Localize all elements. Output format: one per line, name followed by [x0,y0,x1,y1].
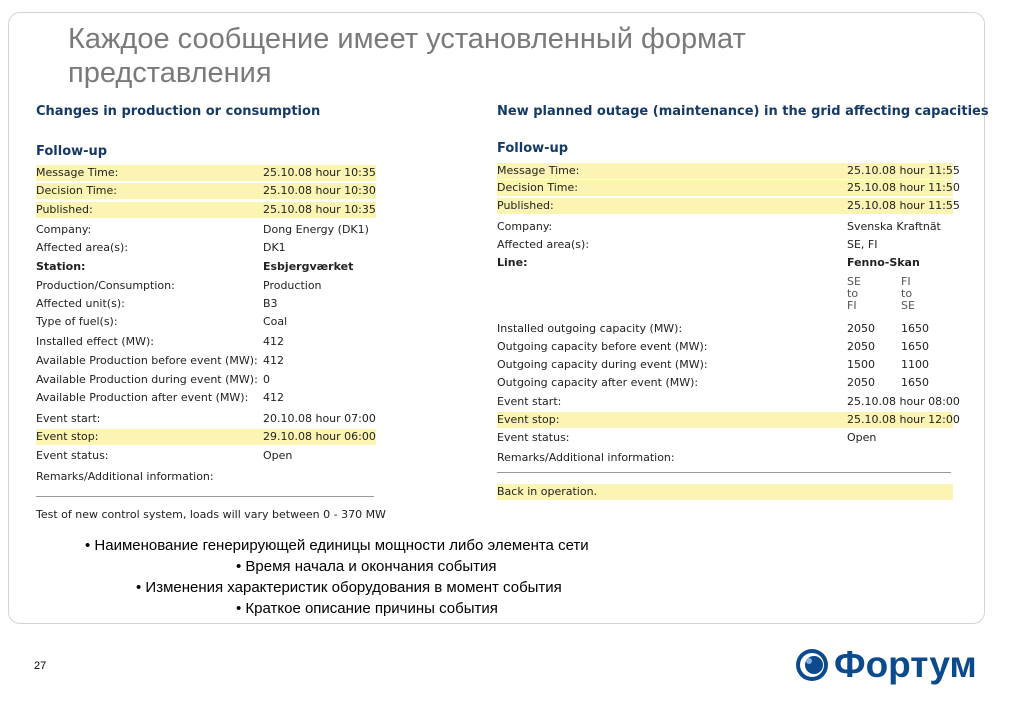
field-value: 1100 [901,358,929,371]
left-field-row [36,372,376,388]
field-label: Installed outgoing capacity (MW): [497,322,683,335]
dir-a-dest: FI [847,299,857,312]
field-label: Message Time: [36,166,119,179]
field-value: 412 [263,354,284,367]
field-label: Event stop: [497,413,560,426]
bullet-item: • Краткое описание причины события [236,600,498,617]
left-field-row [36,411,376,427]
field-value: 25.10.08 hour 10:35 [263,203,376,216]
left-field-row [36,334,376,350]
field-value: 2050 [847,376,875,389]
bullet-item: • Время начала и окончания события [236,558,497,575]
field-label: Installed effect (MW): [36,335,154,348]
field-label: Decision Time: [36,184,117,197]
field-label: Outgoing capacity after event (MW): [497,376,699,389]
field-value: 25.10.08 hour 08:00 [847,395,960,408]
field-label: Available Production during event (MW): [36,373,258,386]
field-value: 20.10.08 hour 07:00 [263,412,376,425]
capacity-row [497,321,953,337]
field-label: Available Production before event (MW): [36,354,258,367]
right-field-row [497,180,960,196]
field-value: 1500 [847,358,875,371]
field-value: Dong Energy (DK1) [263,223,369,236]
dir-b-dest: SE [901,299,915,312]
left-field-row [36,278,376,294]
field-label: Affected unit(s): [36,297,125,310]
field-label: Event start: [36,412,101,425]
capacity-row [497,375,953,391]
field-value: 29.10.08 hour 06:00 [263,430,376,443]
field-value: Esbjergværket [263,260,354,273]
field-value: DK1 [263,241,286,254]
left-remark-text: Test of new control system, loads will vary between 0 - 370 MW [36,508,386,521]
field-label: Published: [497,199,554,212]
field-label: Company: [36,223,92,236]
field-value: Svenska Kraftnät [847,220,941,233]
field-label: Company: [497,220,553,233]
capacity-row [497,357,953,373]
field-label: Station: [36,260,86,273]
field-value: 2050 [847,340,875,353]
left-field-row [36,259,376,275]
field-label: Remarks/Additional information: [36,470,214,483]
left-panel-title: Changes in production or consumption [36,104,321,119]
field-value: 1650 [901,322,929,335]
right-field-row [497,237,953,253]
bullet-item: • Наименование генерирующей единицы мощности либо элемента сети [85,537,589,554]
bullet-item: • Изменения характеристик оборудования в момент события [136,579,562,596]
left-field-row [36,314,376,330]
field-value: 412 [263,335,284,348]
right-event-row [497,450,953,466]
field-value: Production [263,279,322,292]
field-label: Message Time: [497,164,580,177]
field-value: 25.10.08 hour 11:55 [847,199,960,212]
left-remark [36,507,386,523]
left-field-row [36,240,376,256]
field-value: 25.10.08 hour 12:00 [847,413,960,426]
field-value: 1650 [901,340,929,353]
left-field-row [36,183,376,199]
slide-title: Каждое сообщение имеет установленный формат представления [68,23,746,89]
right-event-row [497,430,953,446]
left-field-row [36,390,376,406]
field-value: 25.10.08 hour 10:35 [263,166,376,179]
left-divider [36,496,374,497]
field-value: SE, FI [847,238,878,251]
field-label: Decision Time: [497,181,578,194]
field-label: Remarks/Additional information: [497,451,675,464]
production-change-panel [36,104,386,524]
left-field-row [36,165,376,181]
field-label: Affected area(s): [36,241,129,254]
field-value: Open [263,449,293,462]
field-value: Open [847,431,877,444]
field-value: B3 [263,297,278,310]
dir-b-from: FI [901,275,911,288]
field-label: Event start: [497,395,562,408]
field-value: 2050 [847,322,875,335]
field-label: Affected area(s): [497,238,590,251]
dir-a-from: SE [847,275,861,288]
dir-b-to: to [901,287,913,300]
right-remark-text: Back in operation. [497,485,598,498]
field-label: Type of fuel(s): [36,315,118,328]
field-label: Published: [36,203,93,216]
right-followup-heading: Follow-up [497,141,569,156]
right-remark [497,484,953,500]
capacity-row [497,339,953,355]
fortum-logo-icon [794,647,830,683]
field-value: Fenno-Skan [847,256,920,269]
field-label: Line: [497,256,528,269]
field-value: 412 [263,391,284,404]
field-label: Event status: [497,431,570,444]
left-field-row [36,222,376,238]
field-label: Event stop: [36,430,99,443]
right-field-row [497,255,953,271]
left-field-row [36,353,376,369]
right-field-row [497,198,960,214]
right-event-row [497,394,960,410]
right-event-row [497,412,960,428]
left-field-row [36,429,376,445]
field-label: Outgoing capacity during event (MW): [497,358,708,371]
left-field-row [36,296,376,312]
field-value: 25.10.08 hour 11:55 [847,164,960,177]
field-value: Coal [263,315,288,328]
fortum-logo-text: Фортум [834,644,977,685]
right-panel-title: New planned outage (maintenance) in the grid affecting capacities [497,104,989,119]
field-label: Production/Consumption: [36,279,175,292]
fortum-logo [794,642,977,688]
left-field-row [36,448,376,464]
left-field-row [36,469,376,485]
field-value: 25.10.08 hour 10:30 [263,184,376,197]
left-followup-heading: Follow-up [36,144,108,159]
left-field-row [36,202,376,218]
page-number: 27 [34,660,47,672]
field-value: 1650 [901,376,929,389]
field-label: Event status: [36,449,109,462]
right-field-row [497,219,953,235]
field-value: 0 [263,373,270,386]
grid-outage-panel [497,104,989,504]
field-label: Outgoing capacity before event (MW): [497,340,708,353]
field-label: Available Production after event (MW): [36,391,249,404]
right-field-row [497,163,960,179]
right-divider [497,472,951,473]
field-value: 25.10.08 hour 11:50 [847,181,960,194]
dir-a-to: to [847,287,859,300]
